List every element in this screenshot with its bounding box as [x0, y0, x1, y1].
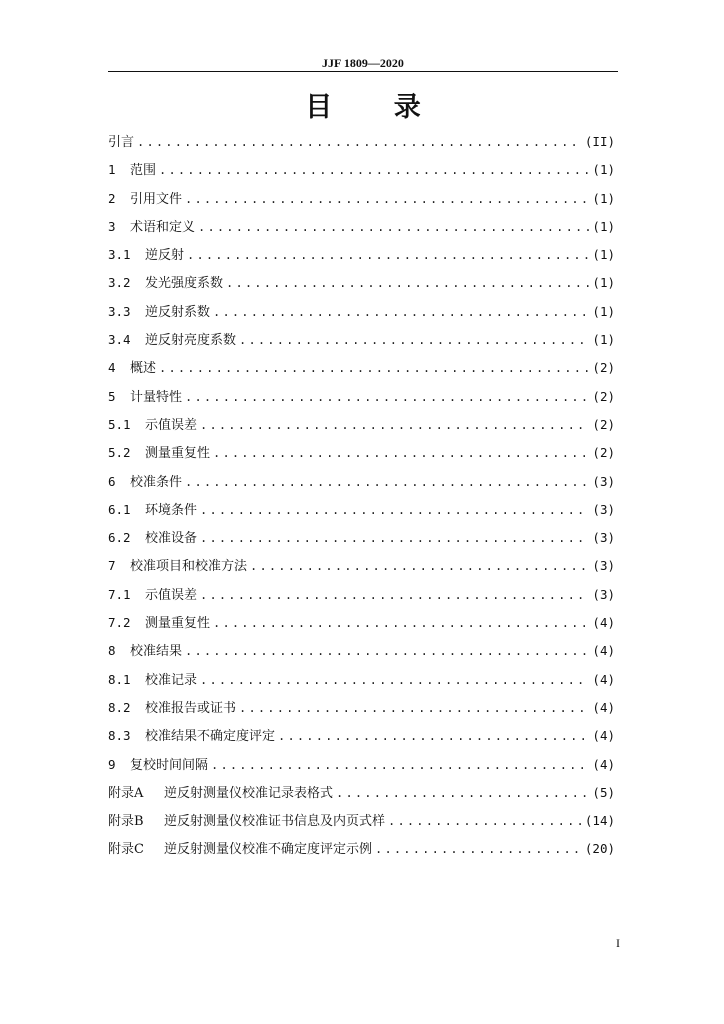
toc-dot-leader: [239, 694, 589, 722]
toc-entry-number: 7: [108, 558, 116, 574]
toc-entry[interactable]: [108, 185, 615, 213]
toc-dot-leader: [278, 722, 589, 750]
toc-dot-leader: [200, 524, 589, 552]
toc-dot-leader: [211, 751, 589, 779]
toc-entry-title: 术语和定义: [130, 219, 196, 235]
toc-entry-number: 8.2: [108, 699, 131, 715]
toc-entry-title: 校准报告或证书: [145, 700, 237, 716]
toc-entry-number: 附录B: [108, 814, 144, 830]
toc-entry-number: 5: [108, 388, 116, 404]
toc-entry-number: 3.1: [108, 247, 131, 263]
toc-entry-title: 校准项目和校准方法: [130, 559, 248, 575]
toc-entry-title: 环境条件: [145, 502, 198, 518]
toc-entry-page: (1): [592, 332, 615, 348]
toc-entry-page: (1): [592, 218, 615, 234]
table-of-contents: [108, 128, 615, 864]
toc-entry-page: (II): [584, 134, 615, 149]
toc-title: 目 录: [305, 92, 447, 123]
toc-dot-leader: [336, 779, 589, 807]
toc-entry-page: (2): [592, 416, 615, 432]
toc-entry-number: 附录C: [108, 842, 144, 858]
toc-dot-leader: [200, 581, 589, 609]
toc-entry-number: 8: [108, 643, 116, 659]
toc-dot-leader: [187, 241, 589, 269]
toc-entry-title: 测量重复性: [145, 616, 211, 632]
toc-entry-title: 复校时间间隔: [130, 757, 209, 773]
toc-entry-title: 逆反射系数: [145, 304, 211, 320]
toc-entry[interactable]: [108, 439, 615, 467]
toc-entry-title: 概述: [130, 361, 157, 377]
toc-entry-title: 逆反射测量仪校准证书信息及内页式样: [164, 814, 386, 830]
toc-entry-title: 校准记录: [145, 672, 198, 688]
toc-entry-page: (3): [592, 586, 615, 602]
toc-entry[interactable]: [108, 156, 615, 184]
toc-entry[interactable]: [108, 298, 615, 326]
toc-entry-page: (3): [592, 530, 615, 546]
toc-entry-title: 逆反射测量仪校准不确定度评定示例: [164, 842, 373, 858]
toc-entry[interactable]: [108, 496, 615, 524]
toc-entry[interactable]: [108, 269, 615, 297]
toc-entry-title: 逆反射亮度系数: [145, 333, 237, 349]
toc-dot-leader: [388, 807, 582, 835]
toc-dot-leader: [198, 213, 589, 241]
toc-entry-page: (2): [592, 445, 615, 461]
toc-entry[interactable]: [108, 524, 615, 552]
toc-dot-leader: [185, 468, 589, 496]
toc-entry-page: (5): [592, 784, 615, 800]
toc-entry-page: (2): [592, 360, 615, 376]
toc-entry-page: (4): [592, 615, 615, 631]
toc-entry-title: 逆反射: [145, 248, 185, 264]
toc-dot-leader: [185, 185, 589, 213]
toc-entry-page: (14): [584, 813, 615, 829]
toc-entry-title: 示值误差: [145, 587, 198, 603]
toc-entry[interactable]: [108, 241, 615, 269]
toc-entry[interactable]: [108, 666, 615, 694]
toc-entry-title: 校准条件: [130, 474, 183, 490]
header-rule: [108, 71, 618, 72]
toc-dot-leader: [213, 298, 589, 326]
document-code-header: JJF 1809—2020: [322, 56, 404, 70]
toc-dot-leader: [213, 609, 589, 637]
toc-entry-page: (4): [592, 756, 615, 772]
toc-dot-leader: [159, 354, 589, 382]
toc-entry-number: 6.1: [108, 501, 131, 517]
toc-entry[interactable]: [108, 354, 615, 382]
toc-entry-title: 范围: [130, 163, 157, 179]
toc-entry-title: 校准结果: [130, 644, 183, 660]
toc-dot-leader: [239, 326, 589, 354]
toc-entry-number: 9: [108, 756, 116, 772]
toc-dot-leader: [200, 496, 589, 524]
toc-entry-number: 3.3: [108, 303, 131, 319]
toc-entry-number: 8.3: [108, 728, 131, 744]
toc-entry-number: 2: [108, 190, 116, 206]
toc-entry-page: (1): [592, 303, 615, 319]
toc-entry[interactable]: [108, 751, 615, 779]
toc-entry-page: (1): [592, 275, 615, 291]
toc-entry[interactable]: [108, 213, 615, 241]
toc-entry-number: 7.1: [108, 586, 131, 602]
toc-dot-leader: [200, 411, 589, 439]
toc-entry-page: (1): [592, 247, 615, 263]
toc-entry[interactable]: [108, 326, 615, 354]
toc-entry-number: 3: [108, 218, 116, 234]
toc-entry[interactable]: [108, 383, 615, 411]
toc-dot-leader: [185, 637, 589, 665]
toc-entry[interactable]: [108, 468, 615, 496]
toc-entry-page: (4): [592, 643, 615, 659]
toc-dot-leader: [137, 128, 582, 156]
toc-entry-number: 3.4: [108, 332, 131, 348]
toc-entry[interactable]: [108, 694, 615, 722]
toc-entry-page: (4): [592, 671, 615, 687]
toc-dot-leader: [159, 156, 589, 184]
toc-entry-number: 6: [108, 473, 116, 489]
toc-entry-title: 逆反射测量仪校准记录表格式: [164, 785, 334, 801]
toc-entry[interactable]: [108, 637, 615, 665]
toc-entry-number: 6.2: [108, 530, 131, 546]
toc-entry-number: 1: [108, 162, 116, 178]
toc-entry-page: (1): [592, 190, 615, 206]
toc-entry[interactable]: [108, 128, 615, 156]
toc-dot-leader: [213, 439, 589, 467]
toc-entry-page: (3): [592, 473, 615, 489]
toc-entry-title: 计量特性: [130, 389, 183, 405]
toc-dot-leader: [200, 666, 589, 694]
toc-entry[interactable]: [108, 807, 615, 835]
toc-entry-page: (20): [584, 841, 615, 857]
toc-entry-number: 8.1: [108, 671, 131, 687]
toc-dot-leader: [250, 552, 589, 580]
toc-entry[interactable]: [108, 552, 615, 580]
toc-dot-leader: [375, 835, 582, 863]
toc-entry-number: 附录A: [108, 785, 144, 801]
toc-entry[interactable]: [108, 581, 615, 609]
toc-entry-number: 5.1: [108, 416, 131, 432]
toc-entry-number: 5.2: [108, 445, 131, 461]
toc-entry-title: 发光强度系数: [145, 276, 224, 292]
toc-dot-leader: [185, 383, 589, 411]
toc-entry-page: (2): [592, 388, 615, 404]
toc-entry-title: 校准结果不确定度评定: [145, 729, 276, 745]
toc-entry-title: 校准设备: [145, 531, 198, 547]
toc-entry-title: 引用文件: [130, 191, 183, 207]
toc-entry[interactable]: [108, 779, 615, 807]
toc-entry-number: 4: [108, 360, 116, 376]
toc-entry-page: (3): [592, 558, 615, 574]
toc-entry-number: 7.2: [108, 615, 131, 631]
toc-entry[interactable]: [108, 411, 615, 439]
toc-entry-title: 测量重复性: [145, 446, 211, 462]
toc-entry-page: (3): [592, 501, 615, 517]
page-number: I: [616, 936, 620, 950]
toc-entry-page: (1): [592, 162, 615, 178]
toc-entry-page: (4): [592, 699, 615, 715]
toc-entry-page: (4): [592, 728, 615, 744]
toc-entry[interactable]: [108, 722, 615, 750]
toc-entry-number: 3.2: [108, 275, 131, 291]
toc-entry-title: 示值误差: [145, 417, 198, 433]
toc-dot-leader: [226, 269, 589, 297]
toc-entry[interactable]: [108, 835, 615, 863]
toc-entry[interactable]: [108, 609, 615, 637]
toc-entry-title: 引言: [108, 135, 135, 150]
